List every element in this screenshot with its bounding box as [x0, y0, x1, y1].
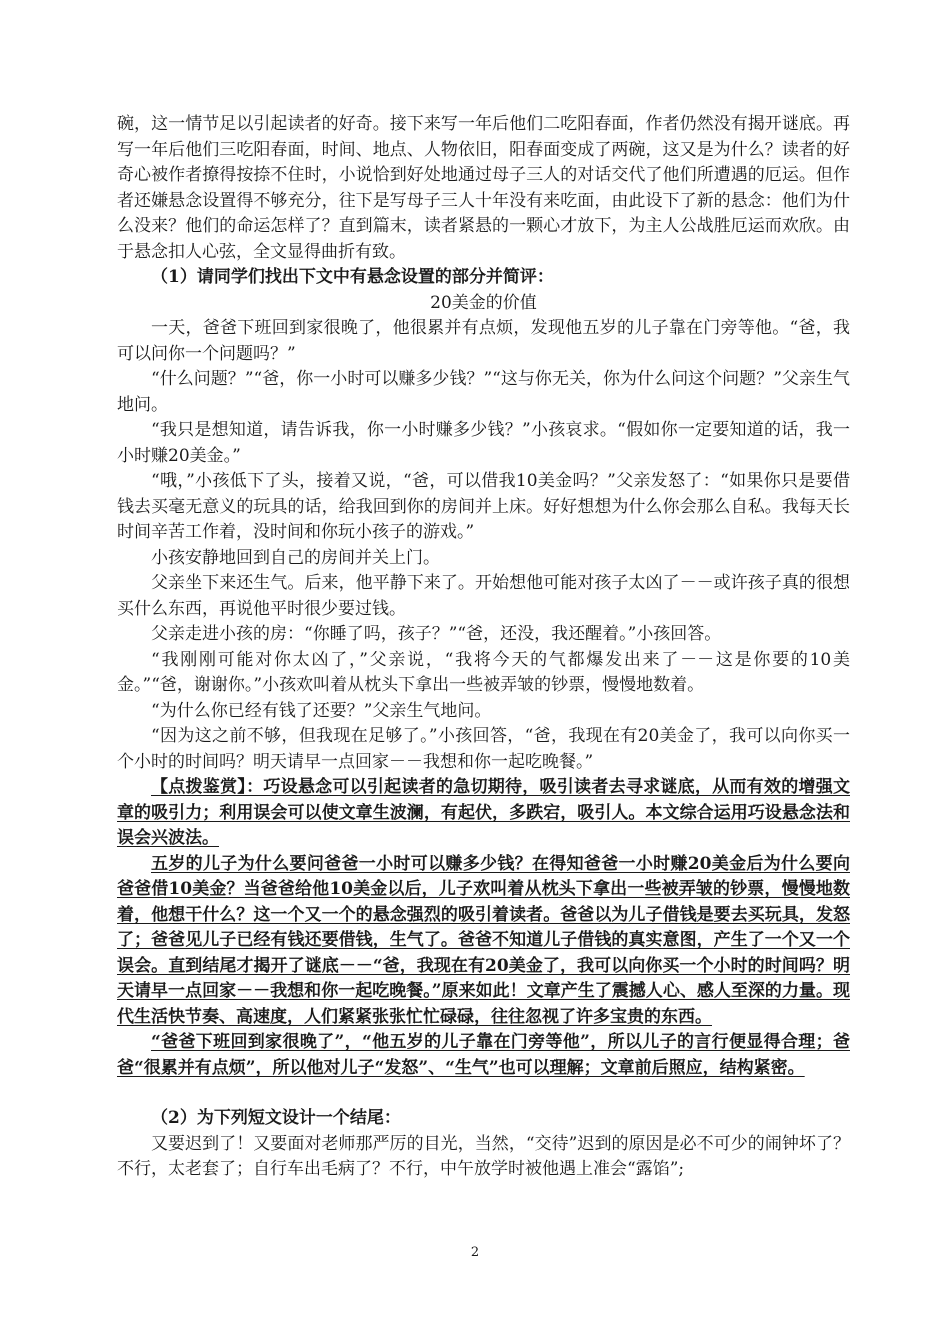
intro-paragraph: 碗，这一情节足以引起读者的好奇。接下来写一年后他们二吃阳春面，作者仍然没有揭开谜底。再写一年后他们三吃阳春面，时间、地点、人物依旧，阳春面变成了两碗，这又是为什么？读者的好奇心被作者撩得按捺不住时，小说恰到好处地通过母子三人的对话交代了他们所遭遇的厄运。但作者还嫌悬念设置得不够充分，往下是写母子三人十年没有来吃面，由此设下了新的悬念：他们为什么没来？他们的命运怎样了？直到篇末，读者紧悬的一颗心才放下，为主人公战胜厄运而欢欣。由于悬念扣人心弦，全文显得曲折有致。 — [117, 114, 850, 262]
story-paragraph: “为什么你已经有钱了还要？”父亲生气地问。 — [151, 700, 492, 721]
spacer — [117, 1081, 850, 1106]
story-paragraph: “因为这之前不够，但我现在足够了。”小孩回答，“爸，我现在有20美金了，我可以向你买一个小时的时间吗？明天请早一点回家－－我想和你一起吃晚餐。” — [117, 726, 850, 772]
story-paragraph: 父亲走进小孩的房：“你睡了吗，孩子？”“爸，还没，我还醒着。”小孩回答。 — [151, 624, 722, 644]
question-1: （1）请同学们找出下文中有悬念设置的部分并简评： — [151, 267, 554, 287]
page-number: 2 — [470, 1245, 480, 1260]
story-paragraph: “我只是想知道，请告诉我，你一小时赚多少钱？”小孩哀求。“假如你一定要知道的话，我一小时赚20美金。” — [117, 420, 850, 466]
story-title: 20美金的价值 — [430, 292, 537, 313]
story-paragraph: 一天，爸爸下班回到家很晚了，他很累并有点烦，发现他五岁的儿子靠在门旁等他。“爸，我可以问你一个问题吗？” — [117, 318, 850, 364]
appreciation-paragraph: 五岁的儿子为什么要问爸爸一小时可以赚多少钱？在得知爸爸一小时赚20美金后为什么要向爸爸借10美金？当爸爸给他10美金以后，儿子欢叫着从枕头下拿出一些被弄皱的钞票，慢慢地数着，他想干什么？这一个又一个的悬念强烈的吸引着读者。爸爸以为儿子借钱是要去买玩具，发怒了；爸爸见儿子已经有钱还要借钱，生气了。爸爸不知道儿子借钱的真实意图，产生了一个又一个误会。直到结尾才揭开了谜底－－“爸，我现在有20美金了，我可以向你买一个小时的时间吗？明天请早一点回家－－我想和你一起吃晚餐。”原来如此！文章产生了震撼人心、感人至深的力量。现代生活快节奏、高速度，人们紧紧张张忙忙碌碌，往往忽视了许多宝贵的东西。 — [117, 853, 850, 1027]
story-paragraph: “什么问题？”“爸，你一小时可以赚多少钱？”“这与你无关，你为什么问这个问题？”父亲生气地问。 — [117, 369, 850, 415]
question-2: （2）为下列短文设计一个结尾： — [151, 1108, 401, 1128]
appreciation-paragraph: 【点拨鉴赏】：巧设悬念可以引起读者的急切期待，吸引读者去寻求谜底，从而有效的增强文章的吸引力；利用误会可以使文章生波澜，有起伏，多跌宕，吸引人。本文综合运用巧设悬念法和误会兴波法。 — [117, 777, 850, 848]
document-page — [117, 112, 850, 1183]
story-paragraph: 小孩安静地回到自己的房间并关上门。 — [151, 547, 440, 568]
story-paragraph: “我刚刚可能对你太凶了，”父亲说，“我将今天的气都爆发出来了－－这是你要的10美金。”“爸，谢谢你。”小孩欢叫着从枕头下拿出一些被弄皱的钞票，慢慢地数着。 — [117, 649, 850, 695]
short-text-paragraph: 又要迟到了！又要面对老师那严厉的目光，当然，“交待”迟到的原因是必不可少的闹钟坏了？不行，太老套了；自行车出毛病了？不行，中午放学时被他遇上准会“露馅”; — [117, 1133, 850, 1179]
appreciation-paragraph: “爸爸下班回到家很晚了”，“他五岁的儿子靠在门旁等他”，所以儿子的言行便显得合理；爸爸“很累并有点烦”，所以他对儿子“发怒”、“生气”也可以理解；文章前后照应，结构紧密。 — [117, 1032, 850, 1078]
story-paragraph: “哦，”小孩低下了头，接着又说，“爸，可以借我10美金吗？”父亲发怒了：“如果你只是要借钱去买毫无意义的玩具的话，给我回到你的房间并上床。好好想想为什么你会那么自私。我每天长时间辛苦工作着，没时间和你玩小孩子的游戏。” — [117, 471, 850, 542]
story-paragraph: 父亲坐下来还生气。后来，他平静下来了。开始想他可能对孩子太凶了－－或许孩子真的很想买什么东西，再说他平时很少要过钱。 — [117, 573, 850, 619]
